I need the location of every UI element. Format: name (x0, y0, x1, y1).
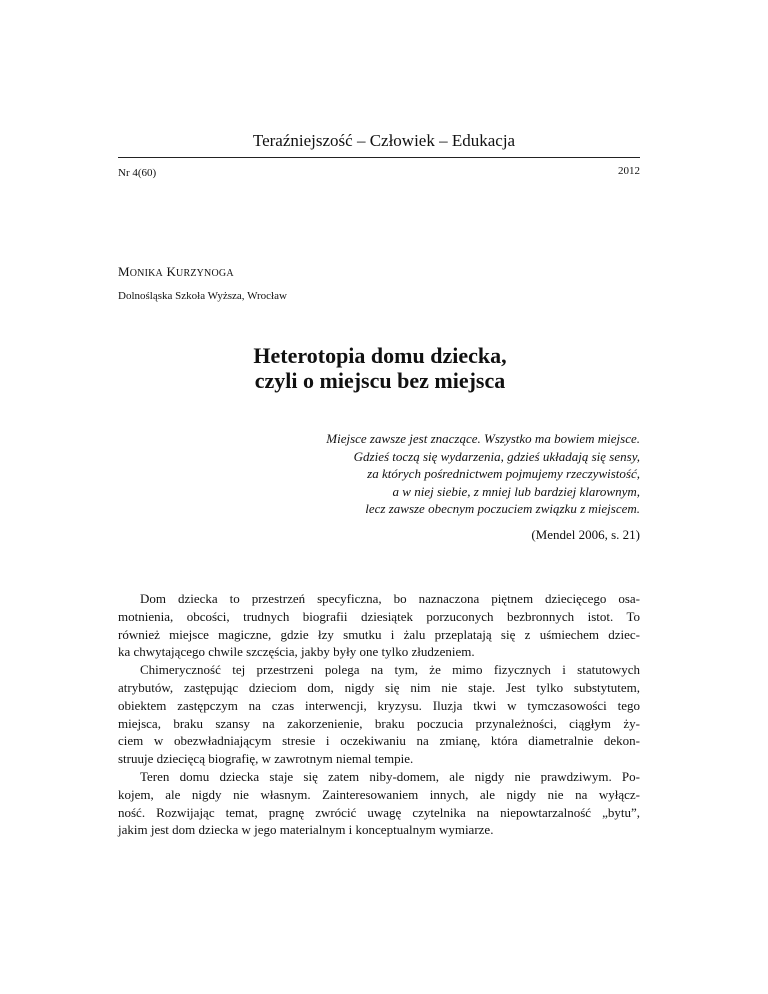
body-line: struuje dziecięcą biografię, w zawrotnym niemal tempie. (118, 751, 414, 767)
header-rule (118, 157, 640, 158)
author-affiliation: Dolnośląska Szkoła Wyższa, Wrocław (118, 290, 287, 302)
body-line: atrybutów, zastępując dzieciom dom, nigdy się nim nie staje. Jest tylko substytutem, (118, 679, 640, 695)
body-line: Teren domu dziecka staje się zatem niby-domem, ale nigdy nie prawdziwym. Po- (140, 768, 640, 784)
body-line: również miejsce magiczne, gdzie łzy smutku i żalu przeplatają się z uśmiechem dziec- (118, 626, 640, 642)
epigraph-citation: (Mendel 2006, s. 21) (531, 527, 640, 542)
journal-title: Teraźniejszość – Człowiek – Edukacja (252, 131, 516, 150)
body-line: obiektem zastępczym na czas interwencji, kryzysu. Iluzja tkwi w tymczasowości tego (118, 697, 640, 713)
article-title-line-2: czyli o miejscu bez miejsca (254, 368, 506, 393)
body-line: Chimeryczność tej przestrzeni polega na tym, że mimo fizycznych i statutowych (140, 662, 640, 678)
author-first-rest: ONIKA (129, 268, 163, 279)
article-title (200, 343, 560, 393)
body-line: jakim jest dom dziecka w jego materialnym i konceptualnym wymiarze. (118, 822, 494, 838)
body-text (118, 590, 640, 839)
epigraph-line: lecz zawsze obecnym poczuciem związku z miejscem. (365, 501, 640, 517)
paragraph-1 (118, 590, 640, 661)
body-line: kojem, ale nigdy nie własnym. Zainteresowaniem innych, ale nigdy nie na wyłącz- (118, 786, 640, 802)
body-line: ność. Rozwijając temat, pragnę zwrócić uwagę czytelnika na niepowtarzalność „bytu”, (118, 804, 640, 820)
author-first-initial: M (118, 264, 130, 279)
author-last-rest: URZYNOGA (176, 268, 234, 279)
body-line: Dom dziecka to przestrzeń specyficzna, bo naznaczona piętnem dziecięcego osa- (140, 591, 640, 606)
body-line: miejsca, braku szansy na zakorzenienie, braku poczucia przynależności, ciągłym ży- (118, 715, 640, 731)
publication-year: 2012 (618, 165, 640, 177)
body-line: ka chwytającego chwile szczęścia, jakby były one tylko złudzeniem. (118, 644, 475, 660)
epigraph-line: Miejsce zawsze jest znaczące. Wszystko ma bowiem miejsce. (326, 431, 640, 446)
author-name (118, 264, 234, 280)
body-line: motnienia, obcości, trudnych biografii dziesiątek porzuconych bezbronnych istot. To (118, 608, 640, 624)
article-title-line-1: Heterotopia domu dziecka, (253, 343, 507, 368)
epigraph-line: a w niej siebie, z mniej lub bardziej klarownym, (392, 483, 640, 499)
author-last-initial: K (166, 264, 177, 279)
paragraph-3 (118, 768, 640, 839)
body-line: ciem w obezwładniającym stresie i oczekiwaniu na zmianę, która diametralnie dekon- (118, 733, 640, 749)
epigraph (326, 430, 640, 518)
epigraph-line: Gdzieś toczą się wydarzenia, gdzieś układają się sensy, (353, 448, 640, 464)
issue-number: Nr 4(60) (118, 167, 157, 179)
paragraph-2 (118, 661, 640, 768)
epigraph-line: za których pośrednictwem pojmujemy rzeczywistość, (367, 466, 640, 482)
